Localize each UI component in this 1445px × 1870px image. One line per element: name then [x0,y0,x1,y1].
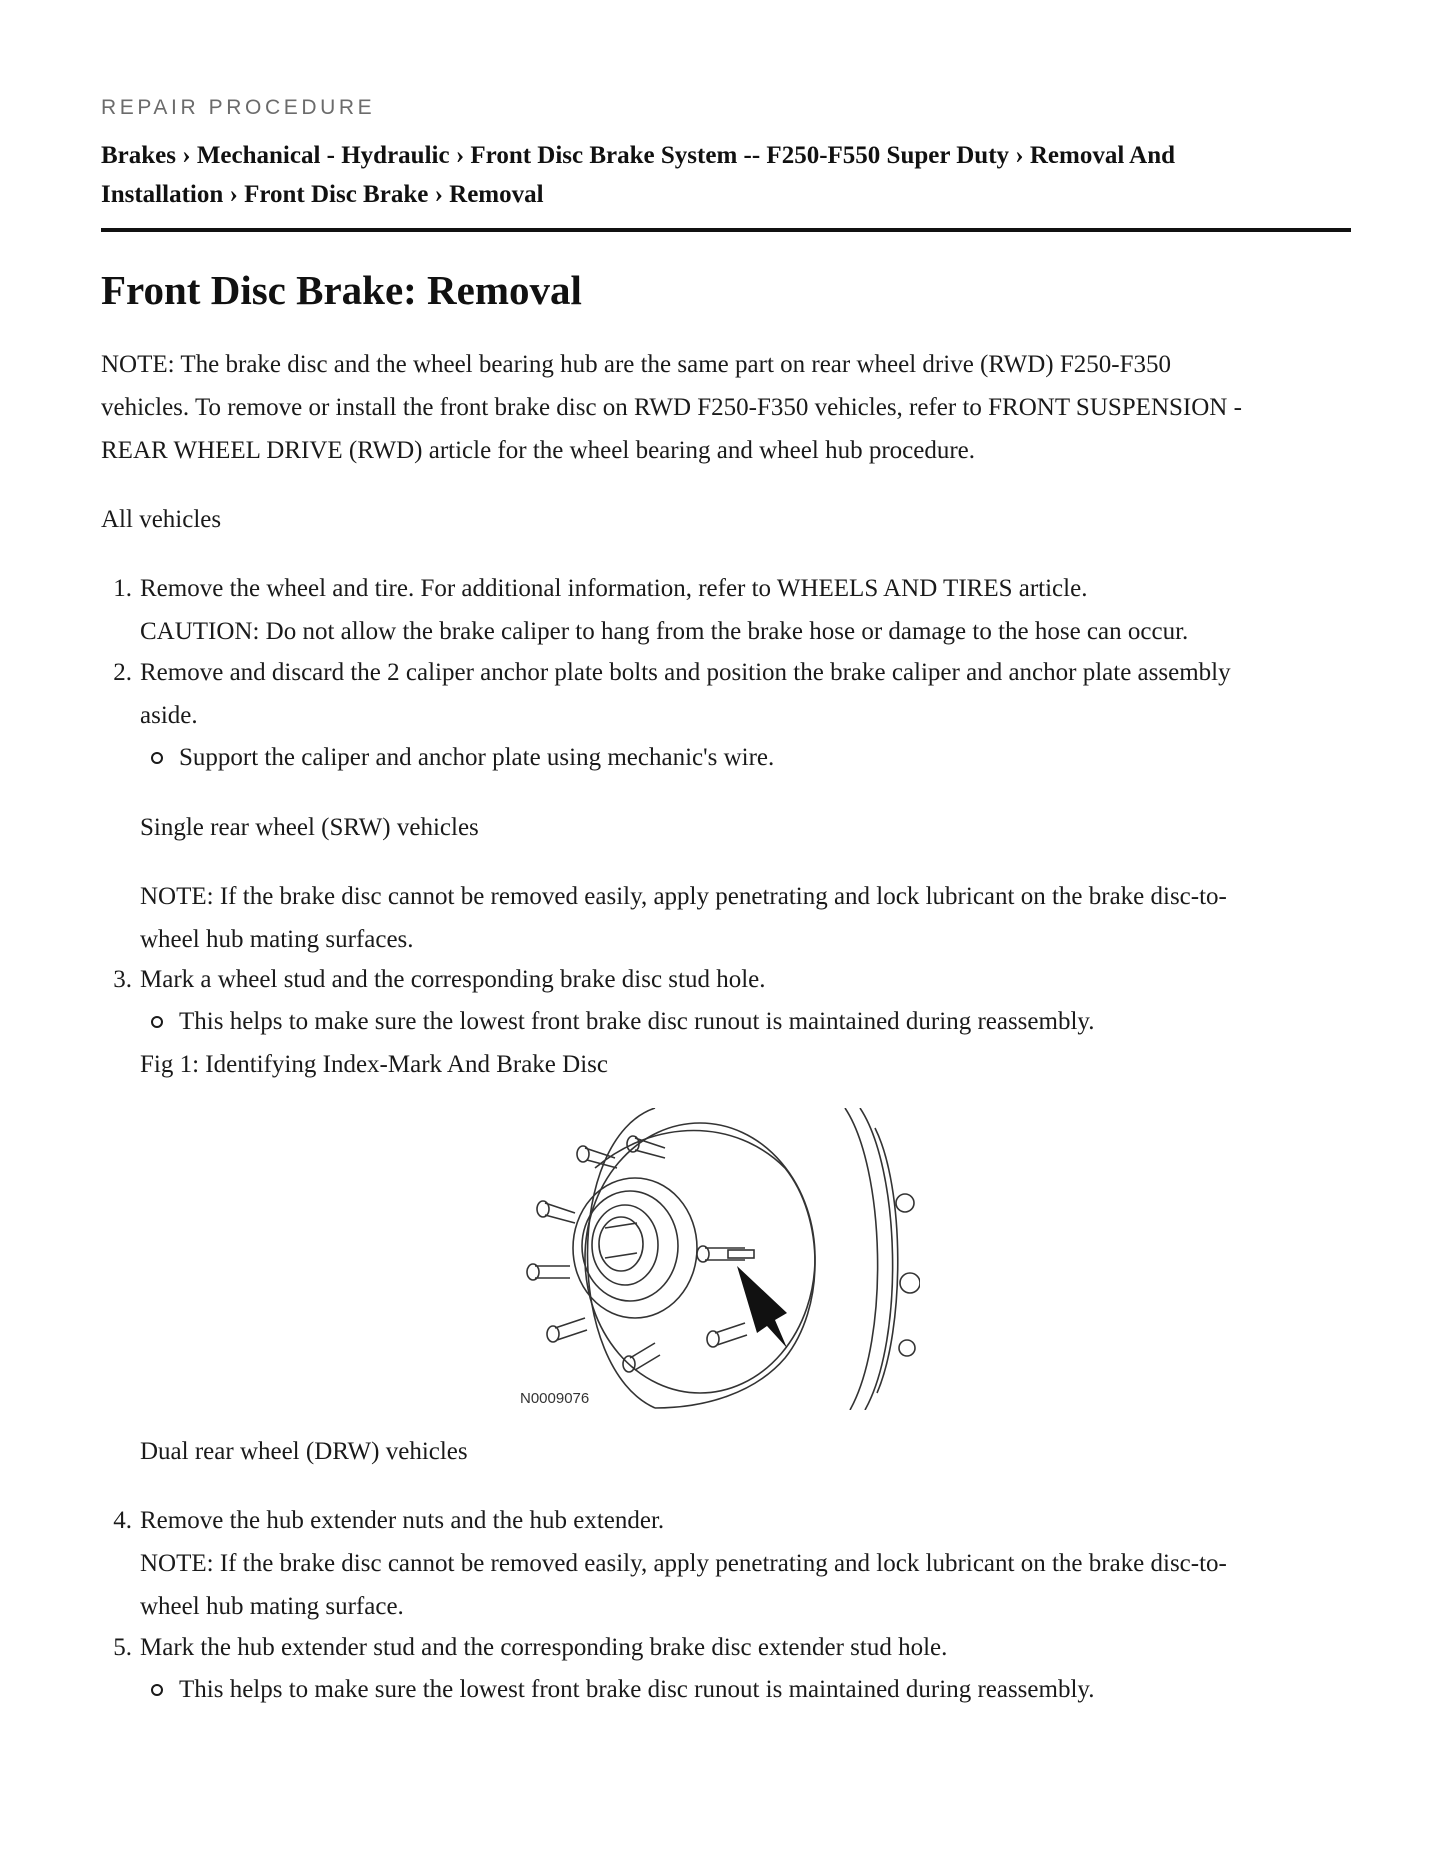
step-2-bullet: Support the caliper and anchor plate using mechanic's wire. [179,744,775,771]
breadcrumb [101,136,1341,214]
breadcrumb-line-2: Installation › Front Disc Brake › Removal [101,181,544,208]
step-4-text: Remove the hub extender nuts and the hub extender. [140,1507,665,1534]
step-5-number: 5. [113,1634,132,1661]
step-4-note-line-1: NOTE: If the brake disc cannot be removed easily, apply penetrating and lock lubricant on the brake disc-to- [140,1550,1227,1577]
srw-note-line-2: wheel hub mating surfaces. [140,926,414,953]
figure-caption: Fig 1: Identifying Index-Mark And Brake Disc [140,1051,608,1078]
figure-code: N0009076 [520,1390,590,1407]
intro-note-line-2: vehicles. To remove or install the front brake disc on RWD F250-F350 vehicles, refer to FRONT SUSPENSION - [101,394,1242,421]
step-3-bullet: This helps to make sure the lowest front brake disc runout is maintained during reassembly. [179,1008,1095,1035]
srw-heading: Single rear wheel (SRW) vehicles [140,814,479,841]
bullet-icon [151,1016,163,1028]
step-3-text: Mark a wheel stud and the corresponding brake disc stud hole. [140,966,766,993]
step-4-note-line-2: wheel hub mating surface. [140,1593,404,1620]
step-1-number: 1. [113,575,132,602]
step-3-number: 3. [113,966,132,993]
drw-heading: Dual rear wheel (DRW) vehicles [140,1438,468,1465]
srw-note-line-1: NOTE: If the brake disc cannot be removed easily, apply penetrating and lock lubricant on the brake disc-to- [140,883,1227,910]
step-2-text-line-2: aside. [140,702,198,729]
step-2-number: 2. [113,659,132,686]
all-vehicles-heading: All vehicles [101,506,222,533]
bullet-icon [151,1684,163,1696]
brake-disc-figure [505,1108,920,1410]
header-divider [101,228,1351,232]
section-eyebrow: REPAIR PROCEDURE [101,96,376,119]
intro-note-line-3: REAR WHEEL DRIVE (RWD) article for the wheel bearing and wheel hub procedure. [101,437,976,464]
bullet-icon [151,752,163,764]
intro-note-line-1: NOTE: The brake disc and the wheel bearing hub are the same part on rear wheel drive (RWD) F250-F350 [101,351,1172,378]
step-4-number: 4. [113,1507,132,1534]
breadcrumb-line-1: Brakes › Mechanical - Hydraulic › Front Disc Brake System -- F250-F550 Super Duty › Removal And [101,142,1175,169]
step-1-caution: CAUTION: Do not allow the brake caliper to hang from the brake hose or damage to the hose can occur. [140,618,1189,645]
page-title: Front Disc Brake: Removal [101,267,582,313]
step-2-text-line-1: Remove and discard the 2 caliper anchor plate bolts and position the brake caliper and anchor plate assembly [140,659,1231,686]
step-1-text: Remove the wheel and tire. For additional information, refer to WHEELS AND TIRES article. [140,575,1088,602]
step-5-text: Mark the hub extender stud and the corresponding brake disc extender stud hole. [140,1634,948,1661]
step-5-bullet: This helps to make sure the lowest front brake disc runout is maintained during reassembly. [179,1676,1095,1703]
intro-note [101,343,1351,472]
